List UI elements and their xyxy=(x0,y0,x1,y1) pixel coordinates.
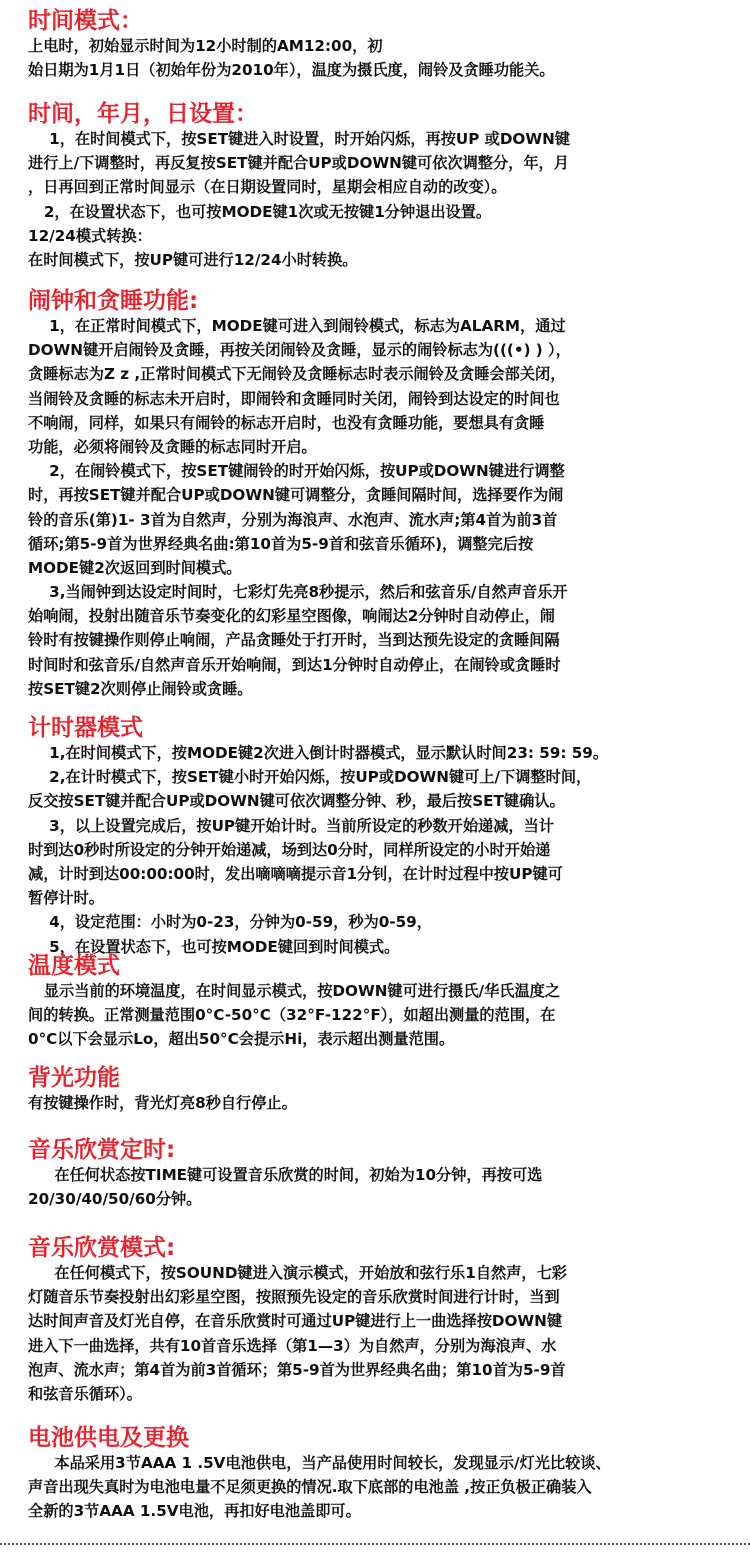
section-body xyxy=(28,127,728,272)
body-line: 5，在设置状态下，也可按MODE键回到时间模式。 xyxy=(28,937,400,956)
body-line: 减，计时到达00:00:00时，发出嘀嘀嘀提示音1分钊，在计时过程中按UP键可 xyxy=(28,864,563,883)
body-line: 3，以上设置完成后，按UP键开始计时。当前所设定的秒数开始递减，当计 xyxy=(28,816,554,835)
section-time-date-setting xyxy=(28,101,728,272)
section-backlight xyxy=(28,1065,728,1115)
body-line: 0°C以下会显示Lo，超出50°C会提示Hi，表示超出测量范围。 xyxy=(28,1030,455,1049)
body-line: 铃的音乐(第)1- 3首为自然声，分别为海浪声、水泡声、流水声;第4首为前3首 xyxy=(28,510,558,529)
body-line: 进入下一曲选择，共有10首音乐选择（第1—3）为自然声，分别为海浪声、水 xyxy=(28,1336,557,1355)
body-line: 显示当前的环境温度，在时间显示模式，按DOWN键可进行摄氏/华氏温度之 xyxy=(28,982,561,1000)
section-heading: 时间模式： xyxy=(28,8,143,34)
body-line: 泡声、流水声；第4首为前3首循环；第5-9首为世界经典名曲；第10首为5-9首 xyxy=(28,1360,566,1379)
section-body xyxy=(28,1261,728,1406)
body-line: 12/24模式转换： xyxy=(28,226,152,245)
section-body xyxy=(28,1091,728,1115)
body-line: 贪睡标志为Z z ,正常时间模式下无闹铃及贪睡标志时表示闹铃及贪睡会部关闭， xyxy=(28,365,566,384)
body-line: 进行上/下调整时，再反复按SET键并配合UP或DOWN键可依次调整分，年，月 xyxy=(28,154,569,173)
body-line: 在时间模式下，按UP键可进行12/24小时转换。 xyxy=(28,250,358,269)
body-line: 时间时和弦音乐/自然声音乐开始响闹，到达1分钟时自动停止，在闹铃或贪睡时 xyxy=(28,655,561,674)
body-line: 声音出现失真时为电池电量不足须更换的情况.取下底部的电池盖 ,按正负极正确装入 xyxy=(28,1478,592,1497)
body-line: 3,当闹钟到达设定时间时，七彩灯先亮8秒提示，然后和弦音乐/自然声音乐开 xyxy=(28,583,568,602)
body-line: 达时间声音及灯光自停，在音乐欣赏时可通过UP键进行上一曲选择按DOWN键 xyxy=(28,1312,563,1331)
section-body xyxy=(28,314,728,701)
body-line: 功能，必须将闹铃及贪睡的标志同时开启。 xyxy=(28,437,317,456)
body-line: 间的转换。正常测量范围0°C-50°C（32°F-122°F），如超出测量的范围，在 xyxy=(28,1006,556,1025)
section-heading: 音乐欣赏定时: xyxy=(28,1137,176,1163)
section-body xyxy=(28,979,728,1052)
body-line: 和弦音乐循环）。 xyxy=(28,1384,142,1403)
section-heading: 温度模式 xyxy=(28,953,120,979)
body-line: 上电时，初始显示时间为12小时制的AM12:00，初 xyxy=(28,37,383,55)
section-heading: 闹钟和贪睡功能: xyxy=(28,288,199,314)
body-line: 1，在时间模式下，按SET键进入时设置，时开始闪烁，再按UP 或DOWN键 xyxy=(28,130,570,148)
section-body xyxy=(28,741,728,959)
body-line: 1，在正常时间模式下，MODE键可进入到闹铃模式，标志为ALARM，通过 xyxy=(28,317,566,335)
body-line: 2，在设置状态下，也可按MODE键1次或无按键1分钟退出设置。 xyxy=(28,202,492,221)
dotted-divider xyxy=(0,1543,750,1545)
body-line: 1,在时间模式下，按MODE键2次进入倒计时器模式，显示默认时间23: 59: 59。 xyxy=(28,744,609,762)
section-battery xyxy=(28,1425,728,1524)
body-line: 暂停计时。 xyxy=(28,889,104,908)
body-line: 2，在闹铃模式下，按SET键闹铃的时开始闪烁，按UP或DOWN键进行调整 xyxy=(28,462,565,481)
section-time-mode xyxy=(28,8,728,82)
body-line: 不响闹，同样，如果只有闹铃的标志开启时，也没有贪睡功能，要想具有贪睡 xyxy=(28,413,545,432)
section-body xyxy=(28,34,728,82)
body-line: 循环;第5-9首为世界经典名曲:第10首为5-9首和弦音乐循环)，调整完后按 xyxy=(28,534,534,553)
body-line: ，日再回到正常时间显示（在日期设置同时，星期会相应自动的改变）。 xyxy=(28,178,507,197)
body-line: 铃时有按键操作则停止响闹，产品贪睡处于打开时，当到达预先设定的贪睡间隔 xyxy=(28,631,560,650)
body-line: 时到达0秒时所设定的分钟开始递减，场到达0分时，同样所设定的小时开始递 xyxy=(28,840,551,859)
section-body xyxy=(28,1163,728,1211)
body-line: 灯随音乐节奏投射出幻彩星空图，按照预先设定的音乐欣赏时间进行计时，当到 xyxy=(28,1288,560,1307)
body-line: 本品采用3节AAA 1 .5V电池供电，当产品使用时间较长，发现显示/灯光比较谈、 xyxy=(28,1454,611,1472)
body-line: 当闹铃及贪睡的标志未开启时，即闹铃和贪睡同时关闭，闹铃到达设定的时间也 xyxy=(28,389,560,408)
section-heading: 电池供电及更换 xyxy=(28,1425,189,1451)
body-line: 在任何状态按TIME键可设置音乐欣赏的时间，初始为10分钟，再按可选 xyxy=(28,1166,543,1184)
body-line: 时，再按SET键并配合UP或DOWN键可调整分，贪睡间隔时间，选择要作为闹 xyxy=(28,486,564,505)
body-line: 2,在计时模式下，按SET键小时开始闪烁，按UP或DOWN键可上/下调整时间， xyxy=(28,768,592,787)
section-heading: 计时器模式 xyxy=(28,715,143,741)
section-heading: 背光功能 xyxy=(28,1065,120,1091)
body-line: 全新的3节AAA 1.5V电池，再扣好电池盖即可。 xyxy=(28,1502,361,1521)
body-line: MODE键2次返回到时间模式。 xyxy=(28,558,242,577)
section-heading: 时间，年月，日设置： xyxy=(28,101,258,127)
body-line: 4，设定范围：小时为0-23，分钟为0-59，秒为0-59， xyxy=(28,913,432,932)
section-alarm-snooze xyxy=(28,288,728,701)
body-line: 按SET键2次则停止闹铃或贪睡。 xyxy=(28,679,253,698)
body-line: 反交按SET键并配合UP或DOWN键可依次调整分钟、秒，最后按SET键确认。 xyxy=(28,792,565,811)
section-temperature-mode xyxy=(28,953,728,1052)
body-line: 始日期为1月1日（初始年份为2010年），温度为摄氏度，闹铃及贪睡功能关。 xyxy=(28,61,555,80)
section-heading: 音乐欣赏模式: xyxy=(28,1235,176,1261)
body-line: 在任何模式下，按SOUND键进入演示模式，开始放和弦行乐1自然声，七彩 xyxy=(28,1264,567,1282)
section-timer-mode xyxy=(28,715,728,959)
body-line: 有按键操作时，背光灯亮8秒自行停止。 xyxy=(28,1094,297,1112)
body-line: 20/30/40/50/60分钟。 xyxy=(28,1190,202,1209)
section-music-timer xyxy=(28,1137,728,1211)
section-body xyxy=(28,1451,728,1524)
section-music-mode xyxy=(28,1235,728,1406)
body-line: 始响闹，投射出随音乐节奏变化的幻彩星空图像，响闹达2分钟时自动停止，闹 xyxy=(28,607,555,626)
body-line: DOWN键开启闹铃及贪睡，再按关闭闹铃及贪睡，显示的闹铃标志为(((•) ) ）， xyxy=(28,341,571,360)
